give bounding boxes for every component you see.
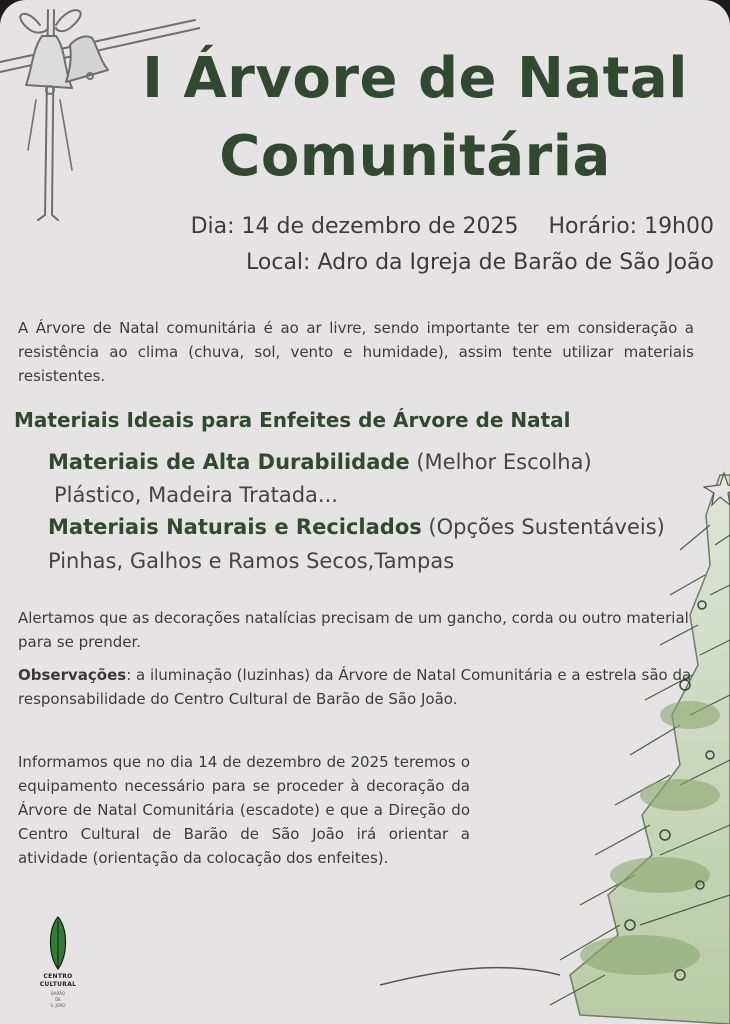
materials-heading: Materiais Ideais para Enfeites de Árvore de Natal: [14, 408, 571, 432]
materials-group-2-note: (Opções Sustentáveis): [421, 515, 665, 539]
observations-text: : a iluminação (luzinhas) da Árvore de Natal Comunitária e a estrela são da responsabilidade do Centro Cultural de Barão de São João.: [18, 666, 692, 708]
logo-text-2: CULTURAL: [39, 981, 77, 988]
observations-label: Observações: [18, 666, 127, 684]
materials-group-2-items: Pinhas, Galhos e Ramos Secos,Tampas: [48, 549, 455, 573]
logo-text-1: CENTRO: [43, 973, 73, 980]
event-time: Horário: 19h00: [548, 214, 714, 239]
materials-group-1-items: Plástico, Madeira Tratada...: [54, 483, 338, 507]
event-location: Local: Adro da Igreja de Barão de São João: [246, 250, 714, 275]
materials-group-1: [48, 450, 592, 474]
event-date-time: [191, 214, 714, 239]
materials-group-1-title: Materiais de Alta Durabilidade: [48, 450, 410, 474]
logo-small-1: BARÃO: [51, 991, 65, 996]
logo-small-2: DE: [55, 997, 61, 1002]
event-date: Dia: 14 de dezembro de 2025: [190, 214, 519, 239]
centro-cultural-logo: [30, 915, 86, 1020]
title-line-2: Comunitária: [219, 124, 611, 190]
info-paragraph: Informamos que no dia 14 de dezembro de 2025 teremos o equipamento necessário para se proceder à decoração da Árvore de Natal Comunitária (escadote) e que a Direção do Centro Cultural de Barão de São João irá orientar a atividade (orientação da colocação dos enfeites).: [18, 753, 470, 867]
logo-small-3: S. JOÃO: [50, 1003, 66, 1008]
materials-group-1-note: (Melhor Escolha): [409, 450, 592, 474]
logo-small-text: [30, 991, 86, 1009]
page-title: [110, 40, 720, 197]
observations-paragraph: [18, 663, 698, 711]
materials-group-2-title: Materiais Naturais e Reciclados: [48, 515, 422, 539]
title-line-1: I Árvore de Natal: [142, 46, 688, 111]
alert-paragraph: Alertamos que as decorações natalícias precisam de um gancho, corda ou outro material para se prender.: [18, 609, 689, 651]
leaf-icon: [48, 915, 68, 971]
intro-paragraph: A Árvore de Natal comunitária é ao ar livre, sendo importante ter em consideração a resistência ao clima (chuva, sol, vento e humidade), assim tente utilizar materiais resistentes.: [18, 319, 694, 385]
christmas-tree-illustration: [380, 455, 730, 1024]
materials-group-2: [48, 515, 665, 539]
